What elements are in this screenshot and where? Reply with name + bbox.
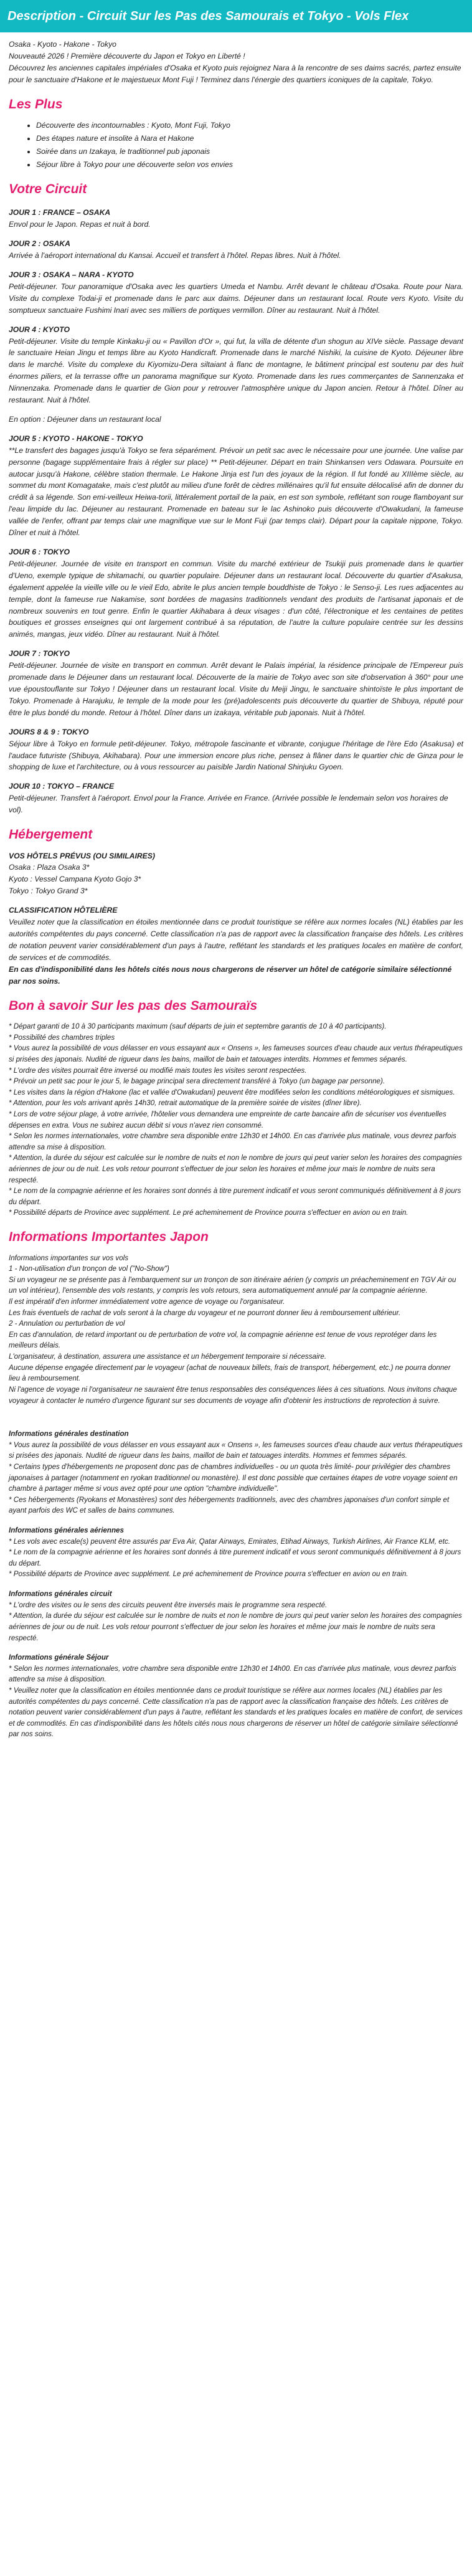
bon-a-savoir-list [9, 1021, 463, 1219]
day-title: JOUR 1 : FRANCE – OSAKA [9, 208, 111, 217]
section-title-plus: Les Plus [9, 97, 63, 112]
info-block [9, 1652, 463, 1740]
info-line: * Possibilité départs de Province avec supplément. Le pré acheminement de Province pourra s'effectuer en avion ou en train. [9, 1570, 408, 1579]
section-title-infos: Informations Importantes Japon [9, 1230, 209, 1245]
day-option: En option : Déjeuner dans un restaurant local [9, 414, 161, 424]
list-item: • Des étapes nature et insolite à Nara et Hakone [36, 133, 463, 145]
day-block [9, 269, 463, 316]
day-text: Petit-déjeuner. Journée de visite en transport en commun. Arrêt devant le Palais impérial, la résidence principale de l'Empereur puis promenade dans le Déjeuner dans un restaurant local. Découverte de la mairie de Tokyo avec son site d'observation à 360° pour une vue époustouflante sur Tokyo ! Déjeuner dans un restaurant local. Visite du Meiji Jingu, le sanctuaire shintoïste le plus important de Tokyo. Promenade à Harajuku, le temple de la mode pour les (pré)adolescents puis découverte du quartier de Shibuya, réputé pour être le plus bondé du monde. Retour à l'hôtel. Dîner dans un izakaya, véritable pub japonais. Nuit à l'hôtel. [9, 661, 463, 717]
day-block [9, 648, 463, 718]
day-text: Petit-déjeuner. Transfert à l'aéroport. Envol pour la France. Arrivée en France. (Arrivée possible le lendemain selon vos horaires de vol). [9, 794, 448, 815]
section-title-circuit: Votre Circuit [9, 181, 87, 196]
hotels-subtitle: VOS HÔTELS PRÉVUS (OU SIMILAIRES) [9, 851, 155, 860]
day-title: JOURS 8 & 9 : TOKYO [9, 727, 89, 736]
day-title: JOUR 5 : KYOTO - HAKONE - TOKYO [9, 434, 143, 443]
classification-note: En cas d'indisponibilité dans les hôtels cités nous nous chargerons de réserver un hôtel de catégorie similaire sélectionné par nos soins. [9, 964, 452, 986]
day-text: Petit-déjeuner. Journée de visite en transport en commun. Visite du marché extérieur de Tsukiji puis promenade dans le quartier d'Ueno, exemple typique de shitamachi, ou quartier populaire. Déjeuner dans un restaurant local. Découverte du quartier d'Asakusa, également appelée la vieille ville ou le vieil Edo, abrite le plus ancien temple bouddhiste de Tokyo : le Senso-ji. Les rues adjacentes au temple, dont la fameuse rue Nakamise, sont bordées de magasins traditionnels vendant des produits de l'artisanat japonais et de nombreux souvenirs en tout genre. Enfin le quartier Akihabara à deux visages : d'un côté, l'électronique et les centaines de petites boutiques et grosses enseignes qui ont largement contribué à sa réputation, de l'autre la culture populaire centrée sur les dessins animés, mangas, jeux vidéo. Dîner au restaurant. Nuit à l'hôtel. [9, 559, 463, 639]
info-line: L'organisateur, à destination, assurera une assistance et un hébergement temporaire si nécessaire. [9, 1352, 327, 1361]
day-title: JOUR 3 : OSAKA – NARA - KYOTO [9, 270, 134, 279]
info-line: * L'ordre des visites ou le sens des circuits peuvent être inversés mais le programme sera respecté. [9, 1600, 328, 1609]
day-block [9, 546, 463, 640]
section-title-hebergement: Hébergement [9, 827, 93, 842]
day-text: Petit-déjeuner. Tour panoramique d'Osaka avec les quartiers Umeda et Nambu. Arrêt devant le château d'Osaka. Route pour Nara. Visite du complexe Todai-ji et promenade dans le parc aux daims. Déjeuner dans un restaurant local. Route vers Kyoto. Visite du somptueux sanctuaire Fushimi Inari avec ses milliers de portiques vermillon. Dîner au restaurant. Nuit à l'hôtel. [9, 282, 463, 315]
list-item: * Les visites dans la région d'Hakone (lac et vallée d'Owakudani) peuvent être modifiées selon les conditions météorologiques et sismiques. [9, 1088, 455, 1096]
info-block [9, 1525, 463, 1580]
day-text: Envol pour le Japon. Repas et nuit à bord. [9, 220, 151, 229]
info-line: Informations importantes sur vos vols [9, 1253, 129, 1262]
day-text: Séjour libre à Tokyo en formule petit-déjeuner. Tokyo, métropole fascinante et vibrante, conjugue l'héritage de l'ère Edo (Asakusa) et l'audace futuriste (Shibuya, Akihabara). Pour une immersion encore plus riche, pensez à flâner dans le quartier chic de Ginza pour le shopping de luxe et l'architecture, ou à vous ressourcer au paisible Jardin National Shinjuku Gyoen. [9, 739, 463, 772]
day-block [9, 433, 463, 539]
list-item: * Vous aurez la possibilité de vous délasser en vous essayant aux « Onsens », les fameuses sources d'eau chaude aux vertus thérapeutiques si prisées des japonais. Nudité de rigueur dans les bains, maillot de bain et tatouages interdits. Hommes et femmes séparés. [9, 1044, 463, 1063]
day-title: JOUR 7 : TOKYO [9, 649, 70, 658]
page-title: Description - Circuit Sur les Pas des Samourais et Tokyo - Vols Flex [7, 9, 409, 23]
info-line: * Certains types d'hébergements ne proposent donc pas de chambres individuelles - ou un quota très limité- pour privilégier des chambres japonaises à partager (notamment en ryokan traditionnel ou monastère). Il est donc possible que certaines étapes de votre voyage soient en chambre à partager même si vous avez opté pour une option "chambre individuelle". [9, 1462, 458, 1493]
list-item: * Départ garanti de 10 à 30 participants maximum (sauf départs de juin et septembre garantis de 10 à 40 participants). [9, 1022, 387, 1031]
day-title: JOUR 6 : TOKYO [9, 548, 70, 556]
info-block-title: Informations générales destination [9, 1430, 129, 1438]
infos-vols [9, 1253, 463, 1407]
hotel-item: Kyoto : Vessel Campana Kyoto Gojo 3* [9, 875, 141, 884]
plus-list [9, 120, 463, 171]
list-item: * Lors de votre séjour plage, à votre arrivée, l'hôtelier vous demandera une empreinte de carte bancaire afin de sécuriser vos éventuelles dépenses en extra. Vous ne subirez aucun débit si vous n'avez rien consommé. [9, 1110, 446, 1129]
info-line: * Veuillez noter que la classification en étoiles mentionnée dans ce produit touristique se réfère aux normes locales (NL) établies par les autorités compétentes du pays concerné. Cette classification n'a pas de rapport avec la classification française des hôtels. Les critères de notation peuvent varier considérablement d'un pays à l'autre, reflétant les standards et les pratiques locales en matière de confort, de services et de commodités. En cas d'indisponibilité dans les hôtels cités nous nous chargerons de réserver un hôtel de catégorie similaire sélectionné par nos soins. [9, 1686, 463, 1739]
list-item: * L'ordre des visites pourrait être inversé ou modifié mais toutes les visites seront respectées. [9, 1066, 307, 1075]
info-line: * Le nom de la compagnie aérienne et les horaires sont donnés à titre purement indicatif et vous seront communiqués définitivement à 8 jours du départ. [9, 1548, 461, 1567]
hotel-item: Osaka : Plaza Osaka 3* [9, 863, 90, 872]
info-line: 1 - Non-utilisation d'un tronçon de vol ("No-Show") [9, 1265, 169, 1273]
day-block [9, 726, 463, 774]
info-block-title: Informations générale Séjour [9, 1653, 109, 1662]
list-item: • Séjour libre à Tokyo pour une découverte selon vos envies [36, 159, 463, 171]
info-line: Si un voyageur ne se présente pas à l'embarquement sur un tronçon de son itinéraire aérien (y compris un préacheminement en TGV Air ou un vol intérieur), l'ensemble des vols restants, y compris les vols retours, sera automatiquement annulé par la compagnie aérienne. [9, 1275, 456, 1295]
list-item: • Découverte des incontournables : Kyoto, Mont Fuji, Tokyo [36, 120, 463, 131]
day-block [9, 324, 463, 425]
day-title: JOUR 10 : TOKYO – FRANCE [9, 782, 115, 791]
list-item: • Soirée dans un Izakaya, le traditionnel pub japonais [36, 146, 463, 158]
list-item: * Prévoir un petit sac pour le jour 5, le bagage principal sera directement transféré à Tokyo (un bagage par personne). [9, 1077, 385, 1086]
info-line: Aucune dépense engagée directement par le voyageur (achat de nouveaux billets, frais de transport, hébergement, etc.) ne pourra donner lieu à remboursement. [9, 1363, 451, 1383]
day-block [9, 207, 463, 231]
list-item: * Attention, la durée du séjour est calculée sur le nombre de nuits et non le nombre de jours qui peut varier selon les horaires des compagnies aériennes de jour ou de nuit. Les vols retour pourront s'effectuer de jour selon les horaires et même jour mais le nombre de nuits sera respecté. [9, 1154, 462, 1184]
intro-text: Découvrez les anciennes capitales impériales d'Osaka et Kyoto puis rejoignez Nara à la rencontre de ses daims sacrés, partez ensuite pour le sanctuaire d'Hakone et le majestueux Mont Fuji ! Terminez dans l'énergie des quartiers iconiques de la capitale, Tokyo. [9, 63, 461, 84]
intro-route: Osaka - Kyoto - Hakone - Tokyo [9, 40, 116, 49]
info-line: 2 - Annulation ou perturbation de vol [9, 1319, 125, 1328]
day-text: Arrivée à l'aéroport international du Kansai. Accueil et transfert à l'hôtel. Repas libres. Nuit à l'hôtel. [9, 251, 341, 260]
list-item: * Possibilité départs de Province avec supplément. Le pré acheminement de Province pourra s'effectuer en avion ou en train. [9, 1209, 408, 1217]
list-item: * Selon les normes internationales, votre chambre sera disponible entre 12h30 et 14h00. En cas d'arrivée plus matinale, vous devrez parfois attendre sa mise à disposition. [9, 1132, 456, 1151]
day-block [9, 238, 463, 262]
hotel-item: Tokyo : Tokyo Grand 3* [9, 886, 88, 896]
info-line: * Selon les normes internationales, votre chambre sera disponible entre 12h30 et 14h00. En cas d'arrivée plus matinale, vous devrez parfois attendre sa mise à disposition. [9, 1664, 456, 1684]
info-block [9, 1428, 463, 1516]
section-title-bon-a-savoir: Bon à savoir Sur les pas des Samouraïs [9, 998, 258, 1013]
list-item: * Attention, pour les vols arrivant après 14h30, retrait automatique de la première soirée de visites (dîner libre). [9, 1099, 362, 1108]
info-line: Il est impératif d'en informer immédiatement votre agence de voyage ou l'organisateur. [9, 1298, 285, 1306]
info-block [9, 1589, 463, 1643]
info-line: * Attention, la durée du séjour est calculée sur le nombre de nuits et non le nombre de jours qui peut varier selon les horaires des compagnies aériennes de jour ou de nuit. Les vols retour pourront s'effectuer de jour selon les horaires et même jour mais le nombre de nuits sera respecté. [9, 1612, 462, 1642]
info-block-title: Informations générales circuit [9, 1590, 112, 1599]
info-line: * Ces hébergements (Ryokans et Monastères) sont des hébergements traditionnels, avec des chambres japonaises d'un confort simple et ayant parfois des WC et salles de bains communes. [9, 1495, 450, 1515]
day-block [9, 781, 463, 816]
info-line: En cas d'annulation, de retard important ou de perturbation de votre vol, la compagnie aérienne est tenue de vous reprotéger dans les meilleurs délais. [9, 1330, 437, 1350]
list-item: * Le nom de la compagnie aérienne et les horaires sont donnés à titre purement indicatif et vous seront communiqués définitivement à 8 jours du départ. [9, 1187, 461, 1206]
classification-title: CLASSIFICATION HÔTELIÈRE [9, 906, 118, 915]
day-title: JOUR 2 : OSAKA [9, 239, 70, 249]
day-text: **Le transfert des bagages jusqu'à Tokyo se fera séparément. Prévoir un petit sac avec le nécessaire pour une journée. Une valise par personne (bagage supplémentaire frais à régler sur place) ** Petit-déjeuner. Départ en train Shinkansen vers Odawara. Poursuite en autocar jusqu'à Hakone, célèbre station thermale. Le Hakone Jinja est l'un des joyaux de la région. Il fut fondé au XIIIème siècle, au sommet du mont Komagatake, mais c'est plutôt au milieu d'une forêt de cèdres millénaires qu'il fut ensuite délocalisé afin de donner du crédit à sa légende. Son emi-veilleux Heiwa-torii, littéralement portail de la paix, en est son symbole, reflétant son rouge flamboyant sur l'eau limpide du lac. Déjeuner au restaurant. Promenade en bateau sur le lac Ashinoko puis découverte d'Owakudani, la fameuse vallée de l'enfer, offrant par temps clair une magnifique vue sur le Mont Fuji (par temps clair). Départ pour la capitale nippone, Tokyo. Dîner et nuit à l'hôtel. [9, 445, 463, 538]
list-item: * Possibilité des chambres triples [9, 1033, 115, 1042]
info-line: Les frais éventuels de rachat de vols seront à la charge du voyageur et ne pourront donner lieu à remboursement ultérieur. [9, 1308, 401, 1317]
intro [9, 39, 463, 86]
info-block-title: Informations générales aériennes [9, 1526, 124, 1535]
title-banner [0, 0, 472, 32]
day-title: JOUR 4 : KYOTO [9, 325, 70, 334]
info-line: * Vous aurez la possibilité de vous délasser en vous essayant aux « Onsens », les fameuses sources d'eau chaude aux vertus thérapeutiques si prisées des japonais. Nudité de rigueur dans les bains, maillot de bain et tatouages interdits. Hommes et femmes séparés. [9, 1440, 463, 1460]
info-line: * Les vols avec escale(s) peuvent être assurés par Eva Air, Qatar Airways, Emirates, Etihad Airways, Turkish Airlines, Air France KLM, etc. [9, 1537, 450, 1546]
day-text: Petit-déjeuner. Visite du temple Kinkaku-ji ou « Pavillon d'Or », qui fut, la villa de détente d'un shogun au XIVe siècle. Passage devant le sanctuaire Heian Jingu et temps libre au Kyoto Handicraft. Promenade dans le marché Nishiki, la cuisine de Kyoto. Déjeuner libre dans le marché. Visite du complexe du Kiyomizu-Dera siltaiant à flanc de montagne, le bâtiment principal est soutenu par des huit énormes piliers, et la terrasse offre un panorama magnifique sur Kyoto. Promenade dans les rues commerçantes de Sannenzaka et Ninnenzaka. Promenade dans le quartier de Gion pour y retrouver l'atmosphère unique du Japon ancien. Retour à l'hôtel. Dîner au restaurant. Nuit à l'hôtel. [9, 336, 463, 405]
classification-text: Veuillez noter que la classification en étoiles mentionnée dans ce produit touristique se réfère aux normes locales (NL) établies par les autorités compétentes du pays concerné. Cette classification n'a pas de rapport avec la classification française des hôtels. Les critères de notation peuvent varier considérablement d'un pays à l'autre, reflétant les standards et les pratiques locales en matière de confort, de services et de commodités. [9, 918, 463, 962]
info-line: Ni l'agence de voyage ni l'organisateur ne sauraient être tenus responsables des conséquences liées à ces situations. Nous invitons chaque voyageur à contacter le numéro d'urgence figurant sur ses documents de voyage afin d'obtenir les instructions de reprotection à suivre. [9, 1385, 457, 1405]
intro-headline: Nouveauté 2026 ! Première découverte du Japon et Tokyo en Liberté ! [9, 51, 245, 60]
main-content [0, 32, 472, 1740]
